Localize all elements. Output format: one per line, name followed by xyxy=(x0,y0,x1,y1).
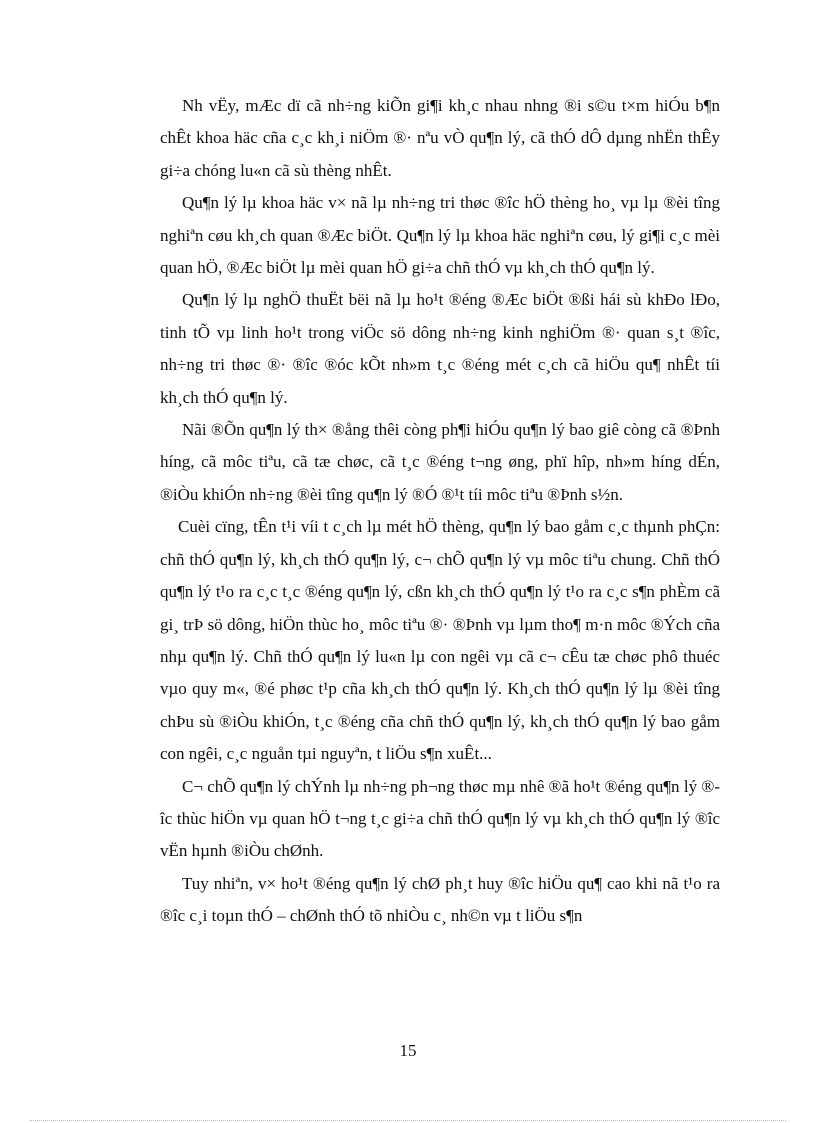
paragraph-1: Nh vËy, mÆc dï cã nh÷ng kiÕn gi¶i kh¸c nhau nhng ®i s©u t×m hiÓu b¶n chÊt khoa häc cña c¸c kh¸i niÖm ®· nªu vÒ qu¶n lý, cã thÓ dÔ dµng nhËn thÊy gi÷a chóng lu«n cã sù thèng nhÊt. xyxy=(160,96,720,180)
paragraph-4: Nãi ®Õn qu¶n lý th× ®ång thêi còng ph¶i hiÓu qu¶n lý bao giê còng cã ®Þnh híng, cã môc tiªu, cã tæ chøc, cã t¸c ®éng t¬ng øng, phï hîp, nh»m híng dÉn, ®iÒu khiÓn nh÷ng ®èi tîng qu¶n lý ®Ó ®¹t tíi môc tiªu ®Þnh s½n. xyxy=(160,420,720,504)
page-number: 15 xyxy=(399,1041,417,1060)
page-bottom-divider xyxy=(30,1120,786,1121)
body-text xyxy=(160,90,720,933)
paragraph-6: C¬ chÕ qu¶n lý chÝnh lµ nh÷ng ph¬ng thøc mµ nhê ®ã ho¹t ®éng qu¶n lý ®îc thùc hiÖn vµ quan hÖ t¬ng t¸c gi÷a chñ thÓ qu¶n lý vµ kh¸ch thÓ qu¶n lý ®îc vËn hµnh ®iÒu chØnh. xyxy=(160,776,720,861)
paragraph-3: Qu¶n lý lµ nghÖ thuËt bëi nã lµ ho¹t ®éng ®Æc biÖt ®ßi hái sù khÐo lÐo, tinh tÕ vµ linh ho¹t trong viÖc sö dông nh÷ng kinh nghiÖm ®· quan s¸t ®îc, nh÷ng tri thøc ®· ®îc ®óc kÕt nh»m t¸c ®éng mét c¸ch cã hiÖu qu¶ nhÊt tíi kh¸ch thÓ qu¶n lý. xyxy=(160,290,720,407)
paragraph-2: Qu¶n lý lµ khoa häc v× nã lµ nh÷ng tri thøc ®îc hÖ thèng ho¸ vµ lµ ®èi tîng nghiªn cøu kh¸ch quan ®Æc biÖt. Qu¶n lý lµ khoa häc nghiªn cøu, lý gi¶i c¸c mèi quan hÖ, ®Æc biÖt lµ mèi quan hÖ gi÷a chñ thÓ vµ kh¸ch thÓ qu¶n lý. xyxy=(160,193,720,278)
paragraph-7: Tuy nhiªn, v× ho¹t ®éng qu¶n lý chØ ph¸t huy ®îc hiÖu qu¶ cao khi nã t¹o ra ®îc c¸i toµn thÓ – chØnh thÓ tõ nhiÒu c¸ nh©n vµ t liÖu s¶n xyxy=(160,873,720,926)
paragraph-5: Cuèi cïng, tÊn t¹i víi t c¸ch lµ mét hÖ thèng, qu¶n lý bao gåm c¸c thµnh phÇn: chñ thÓ qu¶n lý, kh¸ch thÓ qu¶n lý, c¬ chÕ qu¶n lý vµ môc tiªu chung. Chñ thÓ qu¶n lý t¹o ra c¸c t¸c ®éng qu¶n lý, cßn kh¸ch thÓ qu¶n lý t¹o ra c¸c s¶n phÈm cã gi¸ trÞ sö dông, hiÖn thùc ho¸ môc tiªu ®· ®Þnh vµ lµm tho¶ m·n môc ®Ých cña nhµ qu¶n lý. Chñ thÓ qu¶n lý lu«n lµ con ngêi vµ cã c¬ cÊu tæ chøc phô thuéc vµo quy m«, ®é phøc t¹p cña kh¸ch thÓ qu¶n lý. Kh¸ch thÓ qu¶n lý lµ ®èi tîng chÞu sù ®iÒu khiÓn, t¸c ®éng cña chñ thÓ qu¶n lý, kh¸ch thÓ qu¶n lý bao gåm con ngêi, c¸c nguån tµi nguyªn, t liÖu s¶n xuÊt... xyxy=(160,517,720,764)
